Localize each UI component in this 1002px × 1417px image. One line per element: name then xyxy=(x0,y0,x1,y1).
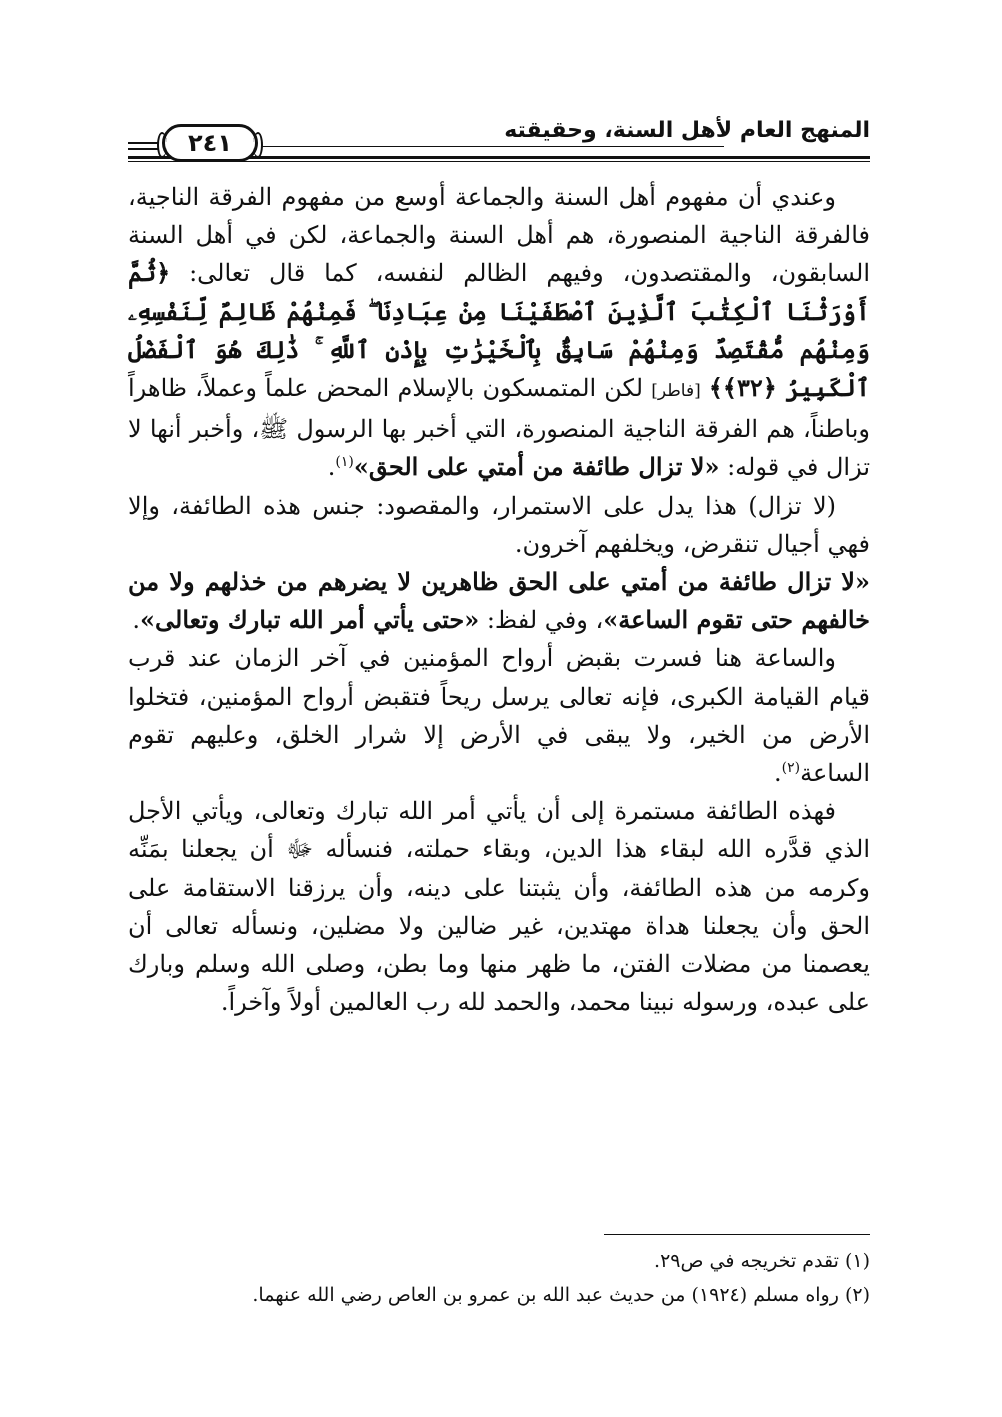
page-header xyxy=(128,112,870,162)
hadith-quote: «لا تزال طائفة من أمتي على الحق» xyxy=(353,452,720,482)
footnote-separator xyxy=(604,1234,870,1235)
header-rule-left-top xyxy=(128,142,158,144)
quran-verse: ﴿ثُمَّ أَوْرَثْنَا ٱلْكِتَٰبَ ٱلَّذِينَ ٱصْطَفَيْنَا مِنْ عِبَادِنَا ۖ فَمِنْهُمْ ظَالِمٌ لِّنَفْسِهِۦ وَمِنْهُم مُّقْتَصِدٌ وَمِنْهُمْ سَابِقٌۢ بِٱلْخَيْرَٰتِ بِإِذْنِ ٱللَّهِ ۚ ذَٰلِكَ هُوَ ٱلْفَضْلُ ٱلْكَبِيرُ ﴿٣٢﴾﴾ xyxy=(128,258,871,403)
paragraph-3 xyxy=(128,563,870,639)
paragraph-1-text-continued: لكن المتمسكون بالإسلام المحض علماً وعملاً، ظاهراً وباطناً، هم الفرقة الناجية المنصورة، التي أخبر بها الرسول ﷺ، وأخبر أنها لا تزال في قوله: xyxy=(128,374,870,482)
paragraph-4-text: والساعة هنا فسرت بقبض أرواح المؤمنين في آخر الزمان عند قرب قيام القيامة الكبرى، فإنه تعالى يرسل ريحاً فتقبض أرواح المؤمنين، فتخلوا الأرض من الخير، ولا يبقى في الأرض إلا شرار الخلق، وعليهم تقوم الساعة xyxy=(128,644,870,788)
paragraph-1-text: وعندي أن مفهوم أهل السنة والجماعة أوسع من مفهوم الفرقة الناجية، فالفرقة الناجية المنصورة، هم أهل السنة والجماعة، لكن في أهل السنة السابقون، والمقتصدون، وفيهم الظالم لنفسه، كما قال تعالى: xyxy=(128,183,870,288)
paragraph-4 xyxy=(128,639,870,792)
hadith-variant: «حتى يأتي أمر الله تبارك وتعالى» xyxy=(140,605,480,635)
header-rule-middle xyxy=(262,146,724,147)
paragraph-5: فهذه الطائفة مستمرة إلى أن يأتي أمر الله تبارك وتعالى، ويأتي الأجل الذي قدَّره الله لبقاء هذا الدين، وبقاء حملته، فنسأله ﷻ أن يجعلنا بمَنِّه وكرمه من هذه الطائفة، وأن يثبتنا على دينه، وأن يرزقنا الاستقامة على الحق وأن يجعلنا هداة مهتدين، غير ضالين ولا مضلين، ونسأله تعالى أن يعصمنا من مضلات الفتن، ما ظهر منها وما بطن، وصلى الله وسلم وبارك على عبده، ورسوله نبينا محمد، والحمد لله رب العالمين أولاً وآخراً. xyxy=(128,797,870,1017)
footnote-2: (٢) رواه مسلم (١٩٢٤) من حديث عبد الله بن عمرو بن العاص رضي الله عنهما. xyxy=(252,1284,870,1306)
paragraph-4-end: . xyxy=(774,759,782,788)
running-title: المنهج العام لأهل السنة، وحقيقته xyxy=(504,118,870,143)
paragraph-3-end: . xyxy=(132,606,141,635)
surah-name: [فاطر] xyxy=(651,381,701,402)
footnote-marker-2: (٢) xyxy=(781,760,801,777)
header-rule-left-bottom xyxy=(128,148,158,150)
page-number: ٢٤١ xyxy=(188,129,232,157)
paragraph-1-end: . xyxy=(327,453,336,482)
body-text xyxy=(128,178,870,1021)
paragraph-3-mid: ، وفي لفظ: xyxy=(479,606,604,635)
footnote-marker-1: (١) xyxy=(335,454,354,471)
hadith-quote-full: «لا تزال طائفة من أمتي على الحق ظاهرين لا يضرهم من خذلهم ولا من خالفهم حتى تقوم الساعة» xyxy=(128,567,870,635)
footnote-1: (١) تقدم تخريجه في ص٢٩. xyxy=(654,1250,870,1272)
paragraph-2: (لا تزال) هذا يدل على الاستمرار، والمقصود: جنس هذه الطائفة، وإلا فهي أجيال تنقرض، ويخلفهم آخرون. xyxy=(128,491,870,558)
page-number-badge xyxy=(162,124,258,162)
footnotes xyxy=(128,1244,870,1312)
paragraph-1 xyxy=(128,178,870,487)
